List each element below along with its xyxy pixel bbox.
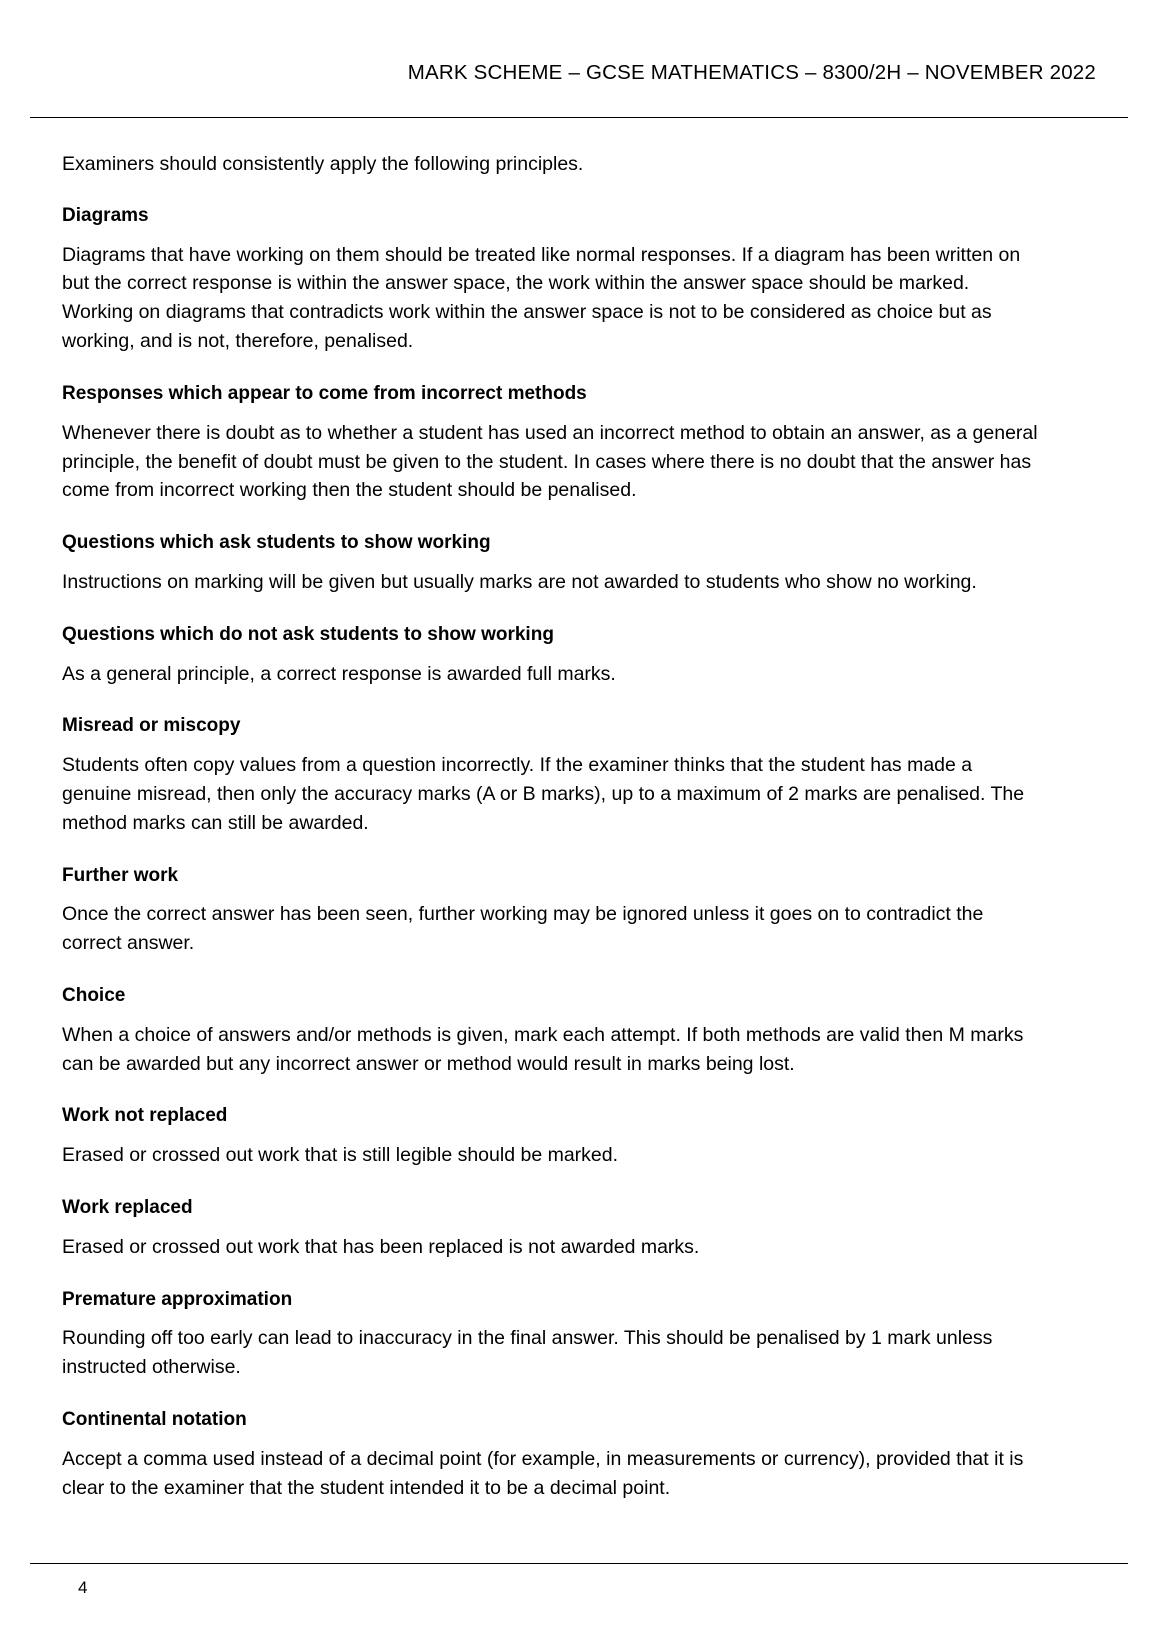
- header-title: MARK SCHEME – GCSE MATHEMATICS – 8300/2H – NOVEMBER 2022: [407, 61, 1096, 84]
- section-diagrams: [62, 204, 1096, 356]
- section-not-ask-show-working: [62, 623, 1096, 689]
- section-incorrect-methods: [62, 382, 1096, 505]
- section-heading: Continental notation: [62, 1408, 247, 1430]
- page-header: [0, 0, 1158, 87]
- section-heading: Responses which appear to come from incorrect methods: [62, 383, 587, 405]
- section-heading: Work replaced: [62, 1197, 193, 1219]
- section-work-not-replaced: [62, 1104, 1096, 1170]
- section-further-work: [62, 864, 1096, 958]
- section-heading: Questions which ask students to show working: [62, 532, 491, 554]
- intro-paragraph: Examiners should consistently apply the following principles.: [62, 152, 584, 175]
- section-heading: Choice: [62, 985, 126, 1007]
- section-body: Instructions on marking will be given but usually marks are not awarded to students who show no working.: [62, 570, 977, 593]
- section-body: Erased or crossed out work that has been replaced is not awarded marks.: [62, 1235, 700, 1258]
- section-heading: Misread or miscopy: [62, 715, 241, 737]
- section-body: Students often copy values from a question incorrectly. If the examiner thinks that the student has made a genuine misread, then only the accuracy marks (A or B marks), up to a maximum of 2 marks are penalised. The method marks can still be awarded.: [62, 754, 1025, 834]
- section-body: Whenever there is doubt as to whether a student has used an incorrect method to obtain an answer, as a general principle, the benefit of doubt must be given to the student. In cases where there is no doubt that the answer has come from incorrect working then the student should be penalised.: [62, 421, 1038, 502]
- section-body: As a general principle, a correct response is awarded full marks.: [62, 662, 616, 685]
- section-heading: Work not replaced: [62, 1105, 228, 1127]
- section-body: Diagrams that have working on them should be treated like normal responses. If a diagram has been written on but the correct response is within the answer space, the work within the answer space should be marked. Working on diagrams that contradicts work within the answer space is not to be considered as choice but as working, and is not, therefore, penalised.: [62, 243, 1021, 353]
- section-continental-notation: [62, 1408, 1096, 1502]
- section-premature-approximation: [62, 1288, 1096, 1382]
- section-heading: Questions which do not ask students to show working: [62, 623, 554, 645]
- section-heading: Premature approximation: [62, 1288, 293, 1310]
- section-choice: [62, 984, 1096, 1078]
- section-body: Erased or crossed out work that is still legible should be marked.: [62, 1144, 619, 1167]
- page-number: 4: [78, 1578, 88, 1597]
- section-body: Once the correct answer has been seen, further working may be ignored unless it goes on to contradict the correct answer.: [62, 903, 984, 955]
- page-footer: [0, 1563, 1158, 1638]
- section-body: Rounding off too early can lead to inaccuracy in the final answer. This should be penalised by 1 mark unless instructed otherwise.: [62, 1327, 993, 1379]
- section-heading: Diagrams: [62, 204, 149, 226]
- section-ask-show-working: [62, 531, 1096, 597]
- section-body: When a choice of answers and/or methods is given, mark each attempt. If both methods are valid then M marks can be awarded but any incorrect answer or method would result in marks being lost.: [62, 1023, 1024, 1075]
- footer-spacer: [30, 1598, 1128, 1638]
- section-body: Accept a comma used instead of a decimal point (for example, in measurements or currency), provided that it is clear to the examiner that the student intended it to be a decimal point.: [62, 1447, 1024, 1499]
- section-heading: Further work: [62, 864, 179, 886]
- page-content: [0, 118, 1158, 1563]
- section-work-replaced: [62, 1196, 1096, 1262]
- section-misread-or-miscopy: [62, 714, 1096, 837]
